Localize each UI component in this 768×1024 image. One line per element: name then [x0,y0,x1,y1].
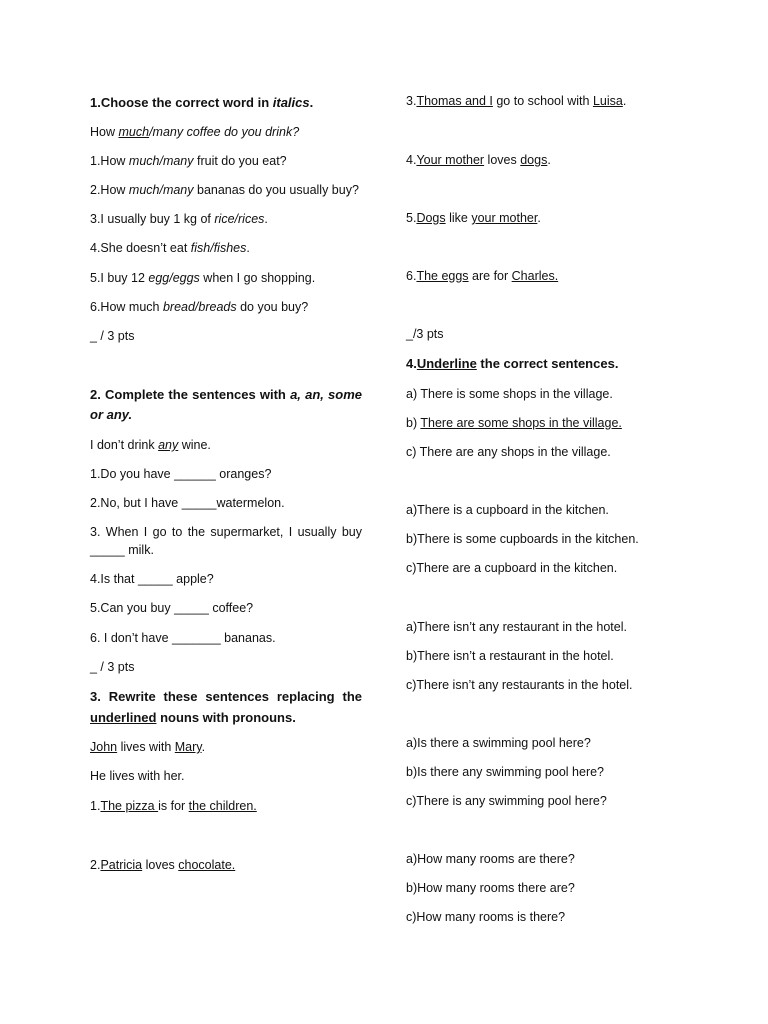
underlined-answer: There are some shops in the village. [420,416,622,430]
section2-q6: 6. I don’t have _______ bananas. [90,631,276,645]
section2-q3-line2: _____ milk. [90,543,154,557]
section4-g1-c: c) There are any shops in the village. [406,445,611,459]
section1-title-italics: italics [272,95,310,110]
noun: Thomas and I [416,94,493,108]
text: 1. [90,799,101,813]
section1-title-period: . [309,95,314,110]
section4-g5-c: c)How many rooms is there? [406,910,566,924]
text: 2. Complete the sentences with [90,387,291,402]
text: wine. [178,438,211,452]
text: like [445,211,472,225]
text: loves [484,153,521,167]
section2-example [90,437,211,453]
text: How [90,125,119,139]
text: 6. [406,269,417,283]
section2-q5: 5.Can you buy _____ coffee? [90,601,254,615]
noun: Charles. [511,269,559,283]
section4-g2-a: a)There is a cupboard in the kitchen. [406,503,609,517]
text: 4. [406,153,417,167]
section4-g5-b: b)How many rooms there are? [406,881,575,895]
section1-q1 [90,153,287,169]
section1-title [90,95,313,111]
text: . [537,211,541,225]
text: I don’t drink [90,438,159,452]
choice: egg/eggs [148,271,200,285]
underlined-word: underlined [90,710,157,725]
section4-g3-a: a)There isn’t any restaurant in the hotel. [406,620,627,634]
section1-score: _ / 3 pts [90,329,135,343]
answer: any [158,438,179,452]
section3-q2 [90,857,235,873]
section2-q2: 2.No, but I have _____watermelon. [90,496,285,510]
choice: bread/breads [162,300,237,314]
choice: rice/rices [214,212,265,226]
noun: Luisa [592,94,623,108]
text: when I go shopping. [199,271,316,285]
answer: much [118,125,150,139]
text: is for [158,799,189,813]
text: do you buy? [236,300,309,314]
choice: much/many [128,154,194,168]
section3-example2: He lives with her. [90,769,185,783]
section3-q1 [90,798,257,814]
section3-title-line1: 3. Rewrite these sentences replacing the [90,689,362,704]
noun: Patricia [100,858,143,872]
section1-example [90,124,299,140]
section4-g1-b [406,415,622,431]
noun: Your mother [416,153,485,167]
noun: The eggs [416,269,469,283]
section2-score: _ / 3 pts [90,660,135,674]
section4-g3-c: c)There isn’t any restaurants in the hotel. [406,678,633,692]
text: fruit do you eat? [193,154,287,168]
section2-title-line1 [90,387,362,403]
noun: The pizza [100,799,159,813]
section4-g4-a: a)Is there a swimming pool here? [406,736,591,750]
text: . [246,241,250,255]
noun: Dogs [416,211,446,225]
section4-g3-b: b)There isn’t a restaurant in the hotel. [406,649,614,663]
text: 4. [406,356,417,371]
text: go to school with [492,94,593,108]
text: 6.How much [90,300,163,314]
text: 2. [90,858,101,872]
section1-q5 [90,270,315,286]
section3-title-line2 [90,710,296,726]
italics: a, an, some [290,387,363,402]
section4-g1-a: a) There is some shops in the village. [406,387,613,401]
section2-q1: 1.Do you have ______ oranges? [90,467,272,481]
text: the correct sentences. [476,356,619,371]
noun: dogs [520,153,548,167]
noun: the children. [188,799,257,813]
noun: Mary [174,740,202,754]
section4-title [406,356,618,372]
section1-q2 [90,182,359,198]
text: lives with [117,740,175,754]
section4-g5-a: a)How many rooms are there? [406,852,575,866]
section4-g2-c: c)There are a cupboard in the kitchen. [406,561,618,575]
text: 3.I usually buy 1 kg of [90,212,215,226]
section4-g4-c: c)There is any swimming pool here? [406,794,607,808]
section3-example1 [90,739,205,755]
text: . [622,94,627,108]
section1-title-text: 1.Choose the correct word in [90,95,273,110]
text: . [264,212,268,226]
text: 4.She doesn’t eat [90,241,191,255]
text: . [201,740,206,754]
section3-q4 [406,152,551,168]
text: 1.How [90,154,129,168]
text: nouns with pronouns. [156,710,296,725]
section3-q6 [406,268,558,284]
noun: your mother [471,211,538,225]
choice: much/many [128,183,194,197]
choice: fish/fishes [190,241,247,255]
section4-g4-b: b)Is there any swimming pool here? [406,765,605,779]
noun: chocolate. [178,858,236,872]
text: are for [468,269,512,283]
section3-score: _/3 pts [406,327,444,341]
text: 5. [406,211,417,225]
text: b) [406,416,421,430]
section4-g2-b: b)There is some cupboards in the kitchen. [406,532,639,546]
section3-q3 [406,93,626,109]
text: loves [142,858,179,872]
underlined-word: Underline [416,356,477,371]
noun: John [90,740,118,754]
text: 2.How [90,183,129,197]
section2-q3-line1: 3. When I go to the supermarket, I usually buy [90,525,362,539]
section1-q3 [90,211,268,227]
section2-q4: 4.Is that _____ apple? [90,572,214,586]
text: 3. [406,94,417,108]
section3-q5 [406,210,541,226]
text: bananas do you usually buy? [193,183,359,197]
section1-q4 [90,240,250,256]
text: 5.I buy 12 [90,271,149,285]
text: /many coffee do you drink? [149,125,300,139]
section2-title-line2: or any. [90,407,133,422]
section1-q6 [90,299,308,315]
text: . [547,153,551,167]
